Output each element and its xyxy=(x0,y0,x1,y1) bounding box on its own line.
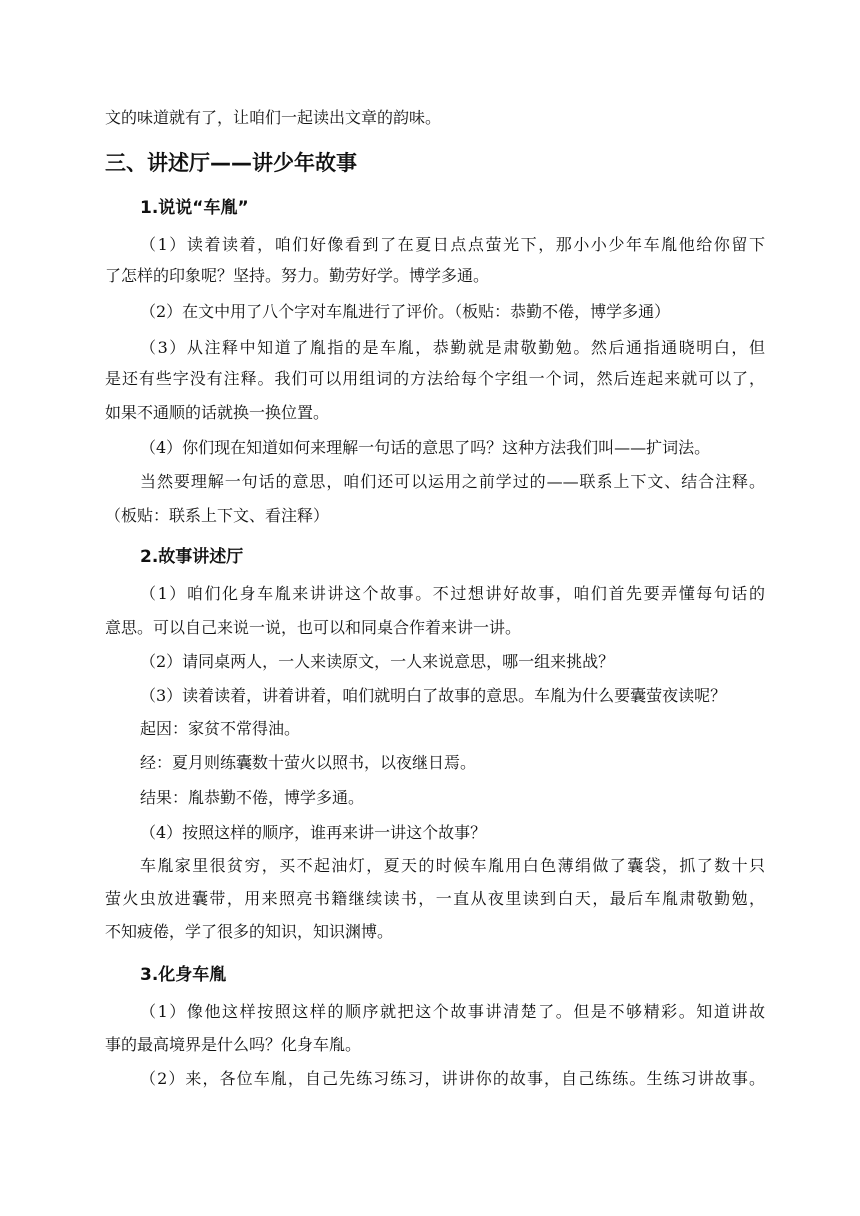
paragraph-line: 文的味道就有了，让咱们一起读出文章的韵味。 xyxy=(105,108,442,127)
paragraph-line: （1）读着读着，咱们好像看到了在夏日点点萤光下，那小小少年车胤他给你留下 xyxy=(140,235,765,254)
paragraph-line: （2）在文中用了八个字对车胤进行了评价。（板贴：恭勤不倦，博学多通） xyxy=(140,302,671,321)
paragraph-line: 事的最高境界是什么吗？化身车胤。 xyxy=(105,1035,362,1054)
paragraph-line: （4）你们现在知道如何来理解一句话的意思了吗？这种方法我们叫——扩词法。 xyxy=(140,438,711,457)
paragraph-line: （3）从注释中知道了胤指的是车胤，恭勤就是肃敬勤勉。然后通指通晓明白，但 xyxy=(140,338,765,357)
paragraph-line: （1）咱们化身车胤来讲讲这个故事。不过想讲好故事，咱们首先要弄懂每句话的 xyxy=(140,584,765,603)
paragraph-line: 经：夏月则练囊数十萤火以照书，以夜继日焉。 xyxy=(140,753,477,772)
section-heading: 三、讲述厅——讲少年故事 xyxy=(105,151,357,175)
paragraph-line: （板贴：联系上下文、看注释） xyxy=(105,506,330,525)
paragraph-line: 起因：家贫不常得油。 xyxy=(140,719,301,738)
paragraph-line: （1）像他这样按照这样的顺序就把这个故事讲清楚了。但是不够精彩。知道讲故 xyxy=(140,1002,765,1021)
paragraph-line: 意思。可以自己来说一说，也可以和同桌合作着来讲一讲。 xyxy=(105,618,522,637)
paragraph-line: （2）来，各位车胤，自己先练习练习，讲讲你的故事，自己练练。生练习讲故事。 xyxy=(140,1069,765,1088)
subsection-heading: 1.说说“车胤” xyxy=(140,198,249,218)
paragraph-line: 结果：胤恭勤不倦，博学多通。 xyxy=(140,788,365,807)
paragraph-line: 车胤家里很贫穷，买不起油灯，夏天的时候车胤用白色薄绢做了囊袋，抓了数十只 xyxy=(140,856,765,875)
paragraph-line: 不知疲倦，学了很多的知识，知识渊博。 xyxy=(105,922,394,941)
paragraph-line: 萤火虫放进囊带，用来照亮书籍继续读书，一直从夜里读到白天，最后车胤肃敬勤勉， xyxy=(105,889,765,908)
paragraph-line: （3）读着读着，讲着讲着，咱们就明白了故事的意思。车胤为什么要囊萤夜读呢？ xyxy=(140,686,727,705)
subsection-heading: 3.化身车胤 xyxy=(140,965,227,985)
paragraph-line: （4）按照这样的顺序，谁再来讲一讲这个故事？ xyxy=(140,823,487,842)
paragraph-line: 如果不通顺的话就换一换位置。 xyxy=(105,403,330,422)
subsection-heading: 2.故事讲述厅 xyxy=(140,547,244,567)
paragraph-line: 了怎样的印象呢？坚持。努力。勤劳好学。博学多通。 xyxy=(105,266,490,285)
paragraph-line: （2）请同桌两人，一人来读原文，一人来说意思，哪一组来挑战？ xyxy=(140,652,615,671)
paragraph-line: 是还有些字没有注释。我们可以用组词的方法给每个字组一个词，然后连起来就可以了， xyxy=(105,369,765,388)
paragraph-line: 当然要理解一句话的意思，咱们还可以运用之前学过的——联系上下文、结合注释。 xyxy=(140,472,765,491)
